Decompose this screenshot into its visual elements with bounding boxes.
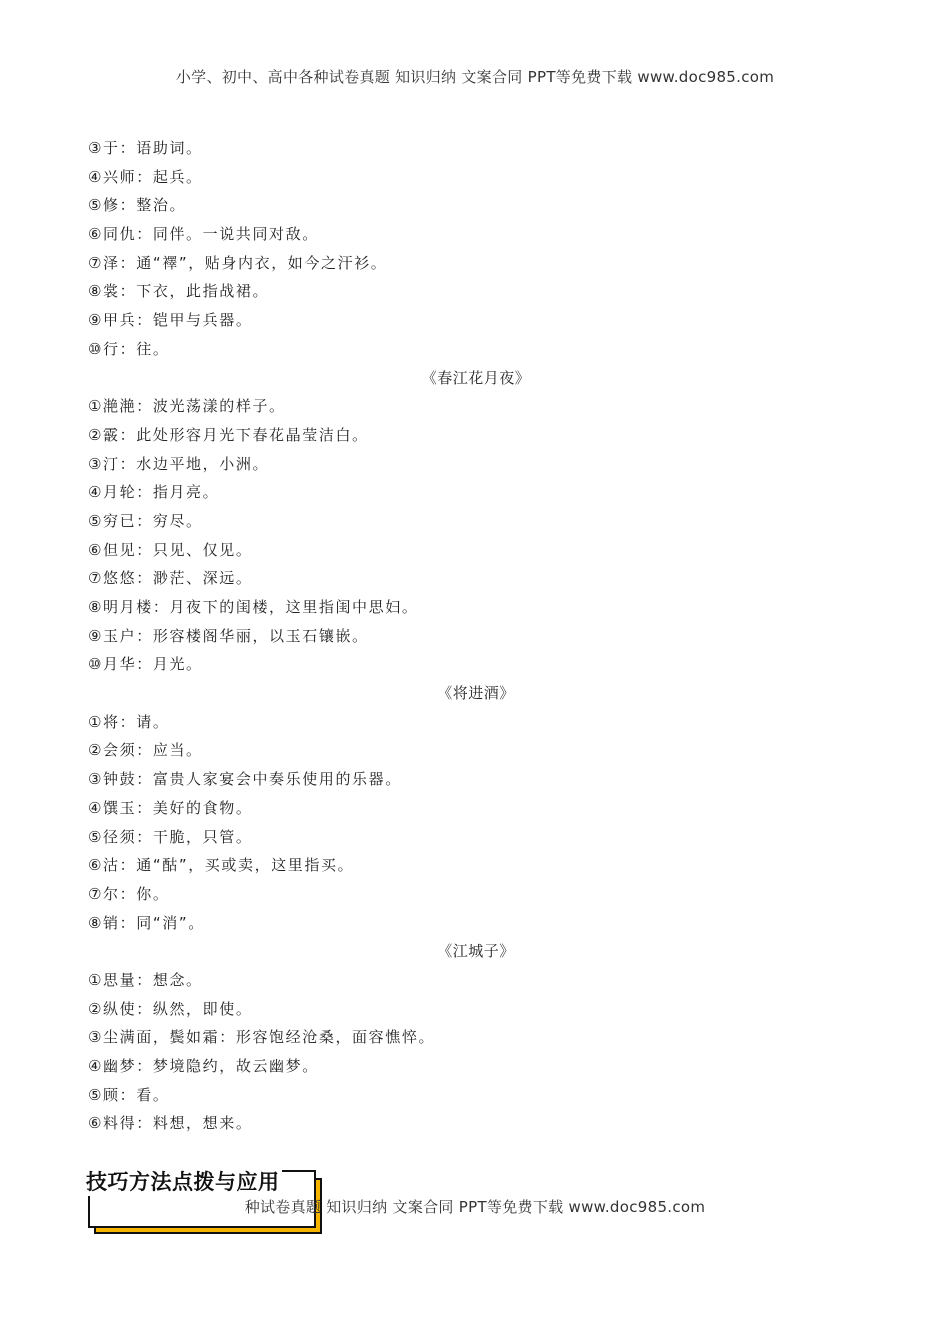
annotation-item: ⑧裳：下衣，此指战裙。 xyxy=(88,282,270,301)
annotation-item: ⑧明月楼：月夜下的闺楼，这里指闺中思妇。 xyxy=(88,598,419,616)
annotation-item: ⑥同仇：同伴。一说共同对敌。 xyxy=(88,225,319,244)
annotation-item: ⑤修：整治。 xyxy=(88,196,187,215)
annotation-item: ②霰：此处形容月光下春花晶莹洁白。 xyxy=(88,425,369,444)
annotation-item: ③于：语助词。 xyxy=(88,139,203,157)
annotation-item: ④幽梦：梦境隐约，故云幽梦。 xyxy=(88,1057,319,1075)
annotation-item: ④馔玉：美好的食物。 xyxy=(88,798,253,817)
annotation-item: ⑥料得：料想，想来。 xyxy=(88,1114,253,1133)
annotation-item: ③汀：水边平地，小洲。 xyxy=(88,454,270,473)
section-badge-label-layer xyxy=(88,1170,320,1232)
annotation-item: ④月轮：指月亮。 xyxy=(88,483,220,502)
annotation-item: ②会须：应当。 xyxy=(88,741,203,760)
annotation-item: ③钟鼓：富贵人家宴会中奏乐使用的乐器。 xyxy=(88,770,402,789)
annotation-item: ①思量：想念。 xyxy=(88,970,203,989)
annotation-item: ①滟滟：波光荡漾的样子。 xyxy=(88,397,286,416)
annotation-item: ⑤穷已：穷尽。 xyxy=(88,511,203,530)
annotation-item: ⑨甲兵：铠甲与兵器。 xyxy=(88,311,253,330)
section-title: 《将进酒》 xyxy=(437,684,515,703)
annotation-item: ④兴师：起兵。 xyxy=(88,167,203,186)
annotation-item: ⑦尔：你。 xyxy=(88,884,170,903)
annotation-item: ⑥沽：通“酤”，买或卖，这里指买。 xyxy=(88,856,355,875)
annotation-item: ⑨玉户：形容楼阁华丽，以玉石镶嵌。 xyxy=(88,626,369,645)
section-badge-label: 技巧方法点拨与应用 xyxy=(86,1166,282,1196)
annotation-item: ⑤顾：看。 xyxy=(88,1085,170,1104)
annotation-item: ⑦悠悠：渺茫、深远。 xyxy=(88,569,253,588)
annotation-item: ⑩月华：月光。 xyxy=(88,655,203,674)
annotation-list xyxy=(88,134,864,1138)
annotation-item: ⑩行：往。 xyxy=(88,339,170,358)
annotation-item: ①将：请。 xyxy=(88,712,170,731)
annotation-item: ⑦泽：通“襗”，贴身内衣，如今之汗衫。 xyxy=(88,253,388,272)
page-header: 小学、初中、高中各种试卷真题 知识归纳 文案合同 PPT等免费下载 www.doc985.com xyxy=(175,68,775,86)
page-footer: 种试卷真题 知识归纳 文案合同 PPT等免费下载 www.doc985.com xyxy=(244,1198,706,1216)
annotation-item: ⑥但见：只见、仅见。 xyxy=(88,540,253,559)
annotation-item: ③尘满面，鬓如霜：形容饱经沧桑，面容憔悴。 xyxy=(88,1028,436,1047)
section-title: 《江城子》 xyxy=(437,942,515,961)
annotation-item: ⑤径须：干脆，只管。 xyxy=(88,827,253,846)
section-title: 《春江花月夜》 xyxy=(421,368,531,387)
annotation-item: ②纵使：纵然，即使。 xyxy=(88,999,253,1018)
annotation-item: ⑧销：同“消”。 xyxy=(88,913,205,932)
